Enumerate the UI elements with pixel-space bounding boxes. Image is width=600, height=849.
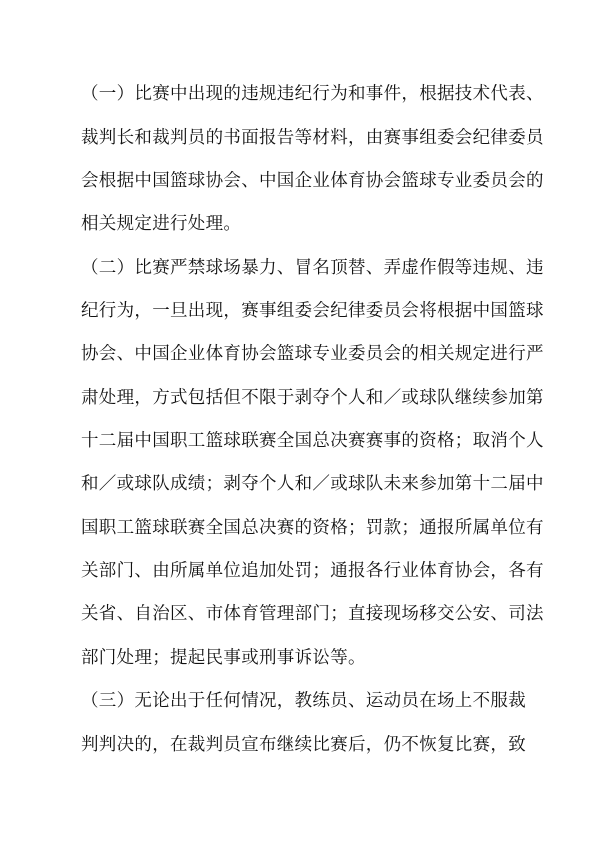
text-line: 十二届中国职工篮球联赛全国总决赛赛事的资格；取消个人 [81, 431, 544, 451]
text-line: 相关规定进行处理。 [81, 214, 242, 234]
text-line: 部门处理；提起民事或刑事诉讼等。 [81, 648, 366, 668]
text-line: 关省、自治区、市体育管理部门；直接现场移交公安、司法 [81, 604, 544, 624]
text-line: 国职工篮球联赛全国总决赛的资格；罚款；通报所属单位有 [81, 518, 544, 538]
text-line: 判判决的，在裁判员宣布继续比赛后，仍不恢复比赛，致 [81, 735, 526, 755]
text-line: 纪行为，一旦出现，赛事组委会纪律委员会将根据中国篮球 [81, 301, 544, 321]
text-line: （一）比赛中出现的违规违纪行为和事件，根据技术代表、 [81, 84, 544, 104]
text-line: （三）无论出于任何情况，教练员、运动员在场上不服裁 [81, 691, 526, 711]
text-line: 关部门、由所属单位追加处罚；通报各行业体育协会，各有 [81, 561, 544, 581]
text-line: 协会、中国企业体育协会篮球专业委员会的相关规定进行严 [81, 344, 544, 364]
text-line: （二）比赛严禁球场暴力、冒名顶替、弄虚作假等违规、违 [81, 258, 544, 278]
text-line: 和／或球队成绩；剥夺个人和／或球队未来参加第十二届中 [81, 474, 544, 494]
text-line: 肃处理，方式包括但不限于剥夺个人和／或球队继续参加第 [81, 388, 544, 408]
text-line: 会根据中国篮球协会、中国企业体育协会篮球专业委员会的 [81, 171, 544, 191]
text-line: 裁判长和裁判员的书面报告等材料，由赛事组委会纪律委员 [81, 128, 544, 148]
